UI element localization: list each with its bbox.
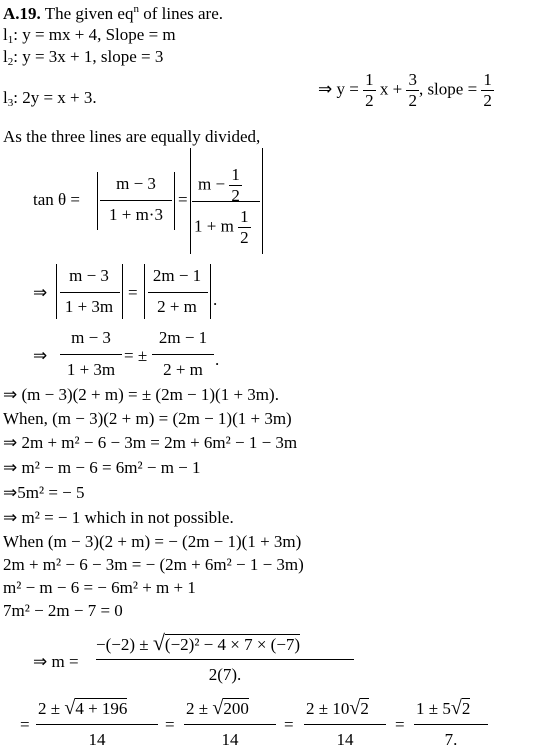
- l3-slope-expr: [318, 70, 494, 111]
- heading: [3, 4, 223, 24]
- tan-n-fn: 1: [231, 165, 240, 184]
- frac-line: [148, 292, 208, 293]
- tan-f2-num: [198, 165, 242, 206]
- tan-num-frac: [229, 165, 242, 206]
- sqrt-icon: √: [212, 697, 224, 719]
- line-l3: [3, 88, 97, 108]
- sqrt-icon: √: [64, 697, 76, 719]
- final-r3: 2: [360, 699, 369, 718]
- l3-frac-2: [406, 70, 419, 111]
- step-line: ⇒ m² = − 1 which in not possible.: [3, 508, 234, 527]
- frac-line: [304, 724, 386, 725]
- sqrt-icon: √: [450, 697, 462, 719]
- final-n4-text: 1 ± 5: [416, 699, 451, 718]
- final-n3-text: 2 ± 10: [306, 699, 350, 718]
- final-d3: 14: [336, 730, 354, 749]
- step-line: m² − m − 6 = − 6m² + m + 1: [3, 578, 196, 597]
- l3-f3n: 1: [483, 70, 492, 89]
- pm-f1n: m − 3: [71, 328, 111, 347]
- final-n1: [38, 697, 127, 720]
- step-line: 7m² − 2m − 7 = 0: [3, 601, 123, 620]
- sqrt-icon: √: [152, 630, 165, 655]
- l3-f2n: 3: [408, 70, 417, 89]
- pm-arrow: ⇒: [33, 346, 48, 365]
- tan-n-fd: 2: [231, 186, 240, 205]
- quad-radicand: (−2)² − 4 × 7 × (−7): [164, 635, 301, 654]
- quad-lhs: ⇒ m =: [33, 652, 79, 671]
- pm-eq: = ±: [124, 346, 148, 365]
- tan-lhs: tan θ =: [33, 190, 80, 209]
- pm-f2n: 2m − 1: [158, 328, 208, 347]
- abs-f1n: m − 3: [69, 266, 109, 285]
- l3-frac-1: [363, 70, 376, 111]
- statement: As the three lines are equally divided,: [3, 127, 261, 146]
- heading-text: The given eq: [40, 4, 134, 23]
- abs-bar: [262, 148, 263, 254]
- tan-den-frac: [238, 207, 251, 248]
- sqrt-icon: √: [349, 697, 361, 719]
- final-eq2: =: [165, 715, 175, 734]
- question-label: A.19.: [3, 4, 41, 23]
- abs-bar: [210, 264, 211, 319]
- step-line: ⇒ 2m + m² − 6 − 3m = 2m + 6m² − 1 − 3m: [3, 433, 298, 452]
- final-d4: 7.: [444, 730, 458, 749]
- quad-num: [96, 630, 300, 656]
- final-r2: 200: [223, 699, 249, 718]
- final-n2-text: 2 ±: [186, 699, 213, 718]
- quad-den: 2(7).: [208, 665, 242, 684]
- l2-sub: 2: [7, 56, 14, 68]
- final-n3: [306, 697, 369, 720]
- final-n4: [416, 697, 470, 720]
- tan-n-m: m −: [198, 174, 226, 194]
- tan-eq: =: [178, 190, 188, 209]
- frac-line: [60, 292, 120, 293]
- step-line: 2m + m² − 6 − 3m = − (2m + 6m² − 1 − 3m): [3, 555, 304, 574]
- l2-name: l: [3, 47, 8, 66]
- abs-bar: [174, 172, 175, 230]
- l1-sub: 1: [7, 34, 14, 46]
- tan-f1d: 1 + m·3: [109, 205, 163, 224]
- frac-line: [414, 724, 488, 725]
- final-d1: 14: [88, 730, 106, 749]
- heading-sup: n: [133, 3, 139, 15]
- pm-f2d: 2 + m: [163, 360, 203, 379]
- l1-eq: : y = mx + 4, Slope = m: [13, 25, 176, 44]
- l1-name: l: [3, 25, 8, 44]
- line-l1: [3, 25, 176, 45]
- l3-f2d: 2: [408, 91, 417, 110]
- l3-f1n: 1: [365, 70, 374, 89]
- final-eq4: =: [395, 715, 405, 734]
- step-line: When, (m − 3)(2 + m) = (2m − 1)(1 + 3m): [3, 409, 292, 428]
- tan-d-pre: 1 + m: [194, 216, 234, 236]
- l3-impl: ⇒ y =: [318, 79, 359, 99]
- abs-bar: [144, 264, 145, 319]
- pm-f1d: 1 + 3m: [66, 360, 116, 379]
- heading-tail: of lines are.: [138, 4, 223, 23]
- final-r1: 4 + 196: [75, 699, 128, 718]
- final-n1-text: 2 ±: [38, 699, 65, 718]
- l3-name: l: [3, 88, 8, 107]
- l3-eq: : 2y = x + 3.: [13, 88, 97, 107]
- final-r4: 2: [461, 699, 471, 718]
- frac-line: [152, 354, 214, 355]
- frac-line: [184, 724, 276, 725]
- l3-mid: x +: [379, 79, 403, 99]
- l3-frac-3: [481, 70, 494, 111]
- l3-sub: 3: [7, 97, 14, 109]
- abs-dot: .: [213, 290, 218, 309]
- frac-line: [100, 200, 172, 201]
- frac-line: [96, 659, 354, 660]
- step-line: When (m − 3)(2 + m) = − (2m − 1)(1 + 3m): [3, 532, 302, 551]
- abs-f1d: 1 + 3m: [64, 297, 114, 316]
- l3-f1d: 2: [365, 91, 374, 110]
- pm-dot: .: [215, 350, 220, 369]
- tan-d-fd: 2: [240, 228, 249, 247]
- l3-f3d: 2: [483, 91, 492, 110]
- final-eq3: =: [284, 715, 294, 734]
- tan-d-fn: 1: [240, 207, 249, 226]
- l2-eq: : y = 3x + 1, slope = 3: [13, 47, 164, 66]
- quad-num-pre: −(−2) ±: [96, 635, 149, 654]
- abs-bar: [190, 148, 191, 254]
- abs-f2d: 2 + m: [157, 297, 197, 316]
- abs-bar: [97, 172, 98, 230]
- final-d2: 14: [221, 730, 239, 749]
- tan-f2-den: [194, 207, 251, 248]
- step-line: ⇒5m² = − 5: [3, 483, 85, 502]
- abs-bar: [122, 264, 123, 319]
- l3-slope: , slope =: [418, 79, 478, 99]
- tan-f1n: m − 3: [116, 174, 156, 193]
- frac-line: [36, 724, 158, 725]
- line-l2: [3, 47, 163, 67]
- abs-arrow: ⇒: [33, 283, 48, 302]
- step-line: ⇒ (m − 3)(2 + m) = ± (2m − 1)(1 + 3m).: [3, 385, 279, 404]
- abs-f2n: 2m − 1: [152, 266, 202, 285]
- frac-line: [192, 201, 260, 202]
- step-line: ⇒ m² − m − 6 = 6m² − m − 1: [3, 458, 201, 477]
- abs-eq: =: [128, 283, 138, 302]
- abs-bar: [56, 264, 57, 319]
- frac-line: [60, 354, 122, 355]
- final-n2: [186, 697, 249, 720]
- final-eq1: =: [20, 715, 30, 734]
